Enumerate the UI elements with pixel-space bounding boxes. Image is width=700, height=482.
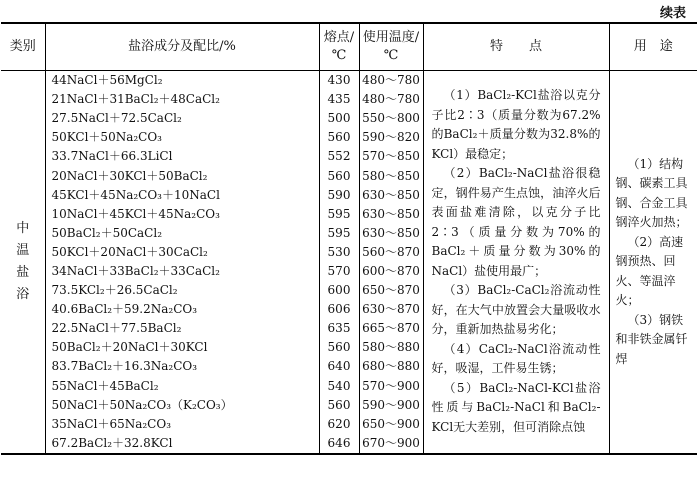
use-temperature-cell: 630～850 <box>359 224 423 243</box>
use-temperature-cell: 630～850 <box>359 186 423 205</box>
use-temperature-cell: 680～880 <box>359 357 423 376</box>
composition-cell: 27.5NaCl＋72.5CaCl₂ <box>45 109 319 128</box>
use-temperature-cell: 570～850 <box>359 147 423 166</box>
use-temperature-cell: 480～780 <box>359 71 423 91</box>
header-usage: 用 途 <box>609 23 697 71</box>
melting-point-cell: 430 <box>319 71 359 91</box>
melting-point-cell: 590 <box>319 186 359 205</box>
composition-cell: 50BaCl₂＋20NaCl＋30KCl <box>45 338 319 357</box>
composition-cell: 50KCl＋50Na₂CO₃ <box>45 128 319 147</box>
melting-point-cell: 560 <box>319 166 359 185</box>
usage-item: （3）钢铁和非铁金属钎焊 <box>615 312 688 366</box>
category-label: 中温盐浴 <box>16 220 30 302</box>
composition-cell: 73.5KCl₂＋26.5CaCl₂ <box>45 281 319 300</box>
melting-point-cell: 500 <box>319 109 359 128</box>
header-temperature <box>359 23 423 71</box>
melting-point-cell: 600 <box>319 281 359 300</box>
melting-point-cell: 620 <box>319 415 359 434</box>
use-temperature-cell: 580～880 <box>359 338 423 357</box>
composition-cell: 44NaCl＋56MgCl₂ <box>45 71 319 91</box>
use-temperature-cell: 600～870 <box>359 262 423 281</box>
use-temperature-cell: 590～820 <box>359 128 423 147</box>
melting-point-cell: 595 <box>319 224 359 243</box>
melting-point-cell: 570 <box>319 262 359 281</box>
header-temp-line2: ℃ <box>383 48 399 63</box>
features-cell <box>423 71 609 454</box>
use-temperature-cell: 560～870 <box>359 243 423 262</box>
composition-cell: 35NaCl＋65Na₂CO₃ <box>45 415 319 434</box>
use-temperature-cell: 480～780 <box>359 90 423 109</box>
use-temperature-cell: 650～870 <box>359 281 423 300</box>
composition-cell: 34NaCl＋33BaCl₂＋33CaCl₂ <box>45 262 319 281</box>
feature-item: （5）BaCl₂-NaCl-KCl盐浴性质与BaCl₂-NaCl和BaCl₂-KCl无大差别，但可消除点蚀 <box>431 380 601 434</box>
use-temperature-cell: 665～870 <box>359 319 423 338</box>
header-features: 特 点 <box>423 23 609 71</box>
use-temperature-cell: 630～870 <box>359 300 423 319</box>
melting-point-cell: 595 <box>319 205 359 224</box>
use-temperature-cell: 650～900 <box>359 415 423 434</box>
composition-cell: 33.7NaCl＋66.3LiCl <box>45 147 319 166</box>
melting-point-cell: 530 <box>319 243 359 262</box>
melting-point-cell: 640 <box>319 357 359 376</box>
composition-cell: 55NaCl＋45BaCl₂ <box>45 377 319 396</box>
composition-cell: 67.2BaCl₂＋32.8KCl <box>45 434 319 454</box>
feature-item: （2）BaCl₂-NaCl盐浴很稳定，钢件易产生点蚀，油淬火后表面盐难清除，以克分子比2∶3（质量分数为70%的BaCl₂＋质量分数为30%的NaCl）盐使用最广； <box>431 166 601 278</box>
composition-cell: 22.5NaCl＋77.5BaCl₂ <box>45 319 319 338</box>
composition-cell: 50KCl＋20NaCl＋30CaCl₂ <box>45 243 319 262</box>
category-cell <box>1 71 45 454</box>
header-category: 类别 <box>1 23 45 71</box>
composition-cell: 10NaCl＋45KCl＋45Na₂CO₃ <box>45 205 319 224</box>
melting-point-cell: 606 <box>319 300 359 319</box>
melting-point-cell: 552 <box>319 147 359 166</box>
use-temperature-cell: 630～850 <box>359 205 423 224</box>
header-melting <box>319 23 359 71</box>
composition-cell: 50NaCl＋50Na₂CO₃（K₂CO₃） <box>45 396 319 415</box>
melting-point-cell: 646 <box>319 434 359 454</box>
usage-cell <box>609 71 697 454</box>
use-temperature-cell: 580～850 <box>359 166 423 185</box>
feature-item: （3）BaCl₂-CaCl₂浴流动性好，在大气中放置会大量吸收水分，重新加热盐易劣化； <box>431 283 601 337</box>
composition-cell: 83.7BaCl₂＋16.3Na₂CO₃ <box>45 357 319 376</box>
feature-item: （4）CaCl₂-NaCl浴流动性好，吸湿，工件易生锈； <box>431 341 601 376</box>
melting-point-cell: 560 <box>319 396 359 415</box>
header-row <box>1 23 697 71</box>
header-melting-line2: ℃ <box>331 48 347 63</box>
header-melting-line1: 熔点/ <box>323 30 355 45</box>
usage-item: （1）结构钢、碳素工具钢、合金工具钢淬火加热； <box>615 156 688 230</box>
composition-cell: 21NaCl＋31BaCl₂＋48CaCl₂ <box>45 90 319 109</box>
composition-cell: 45KCl＋45Na₂CO₃＋10NaCl <box>45 186 319 205</box>
salt-bath-table <box>1 22 697 455</box>
melting-point-cell: 635 <box>319 319 359 338</box>
header-temp-line1: 使用温度/ <box>362 30 420 45</box>
melting-point-cell: 435 <box>319 90 359 109</box>
feature-item: （1）BaCl₂-KCl盐浴以克分子比2∶3（质量分数为67.2%的BaCl₂＋质量分数为32.8%的KCl）最稳定； <box>431 88 601 161</box>
use-temperature-cell: 570～900 <box>359 377 423 396</box>
table-row <box>1 71 697 91</box>
melting-point-cell: 560 <box>319 128 359 147</box>
continued-label: 续表 <box>659 6 686 21</box>
use-temperature-cell: 550～800 <box>359 109 423 128</box>
melting-point-cell: 540 <box>319 377 359 396</box>
composition-cell: 20NaCl＋30KCl＋50BaCl₂ <box>45 166 319 185</box>
usage-item: （2）高速钢预热、回火、等温淬火； <box>615 234 684 308</box>
melting-point-cell: 560 <box>319 338 359 357</box>
use-temperature-cell: 590～900 <box>359 396 423 415</box>
header-composition: 盐浴成分及配比/% <box>45 23 319 71</box>
composition-cell: 40.6BaCl₂＋59.2Na₂CO₃ <box>45 300 319 319</box>
composition-cell: 50BaCl₂＋50CaCl₂ <box>45 224 319 243</box>
use-temperature-cell: 670～900 <box>359 434 423 454</box>
